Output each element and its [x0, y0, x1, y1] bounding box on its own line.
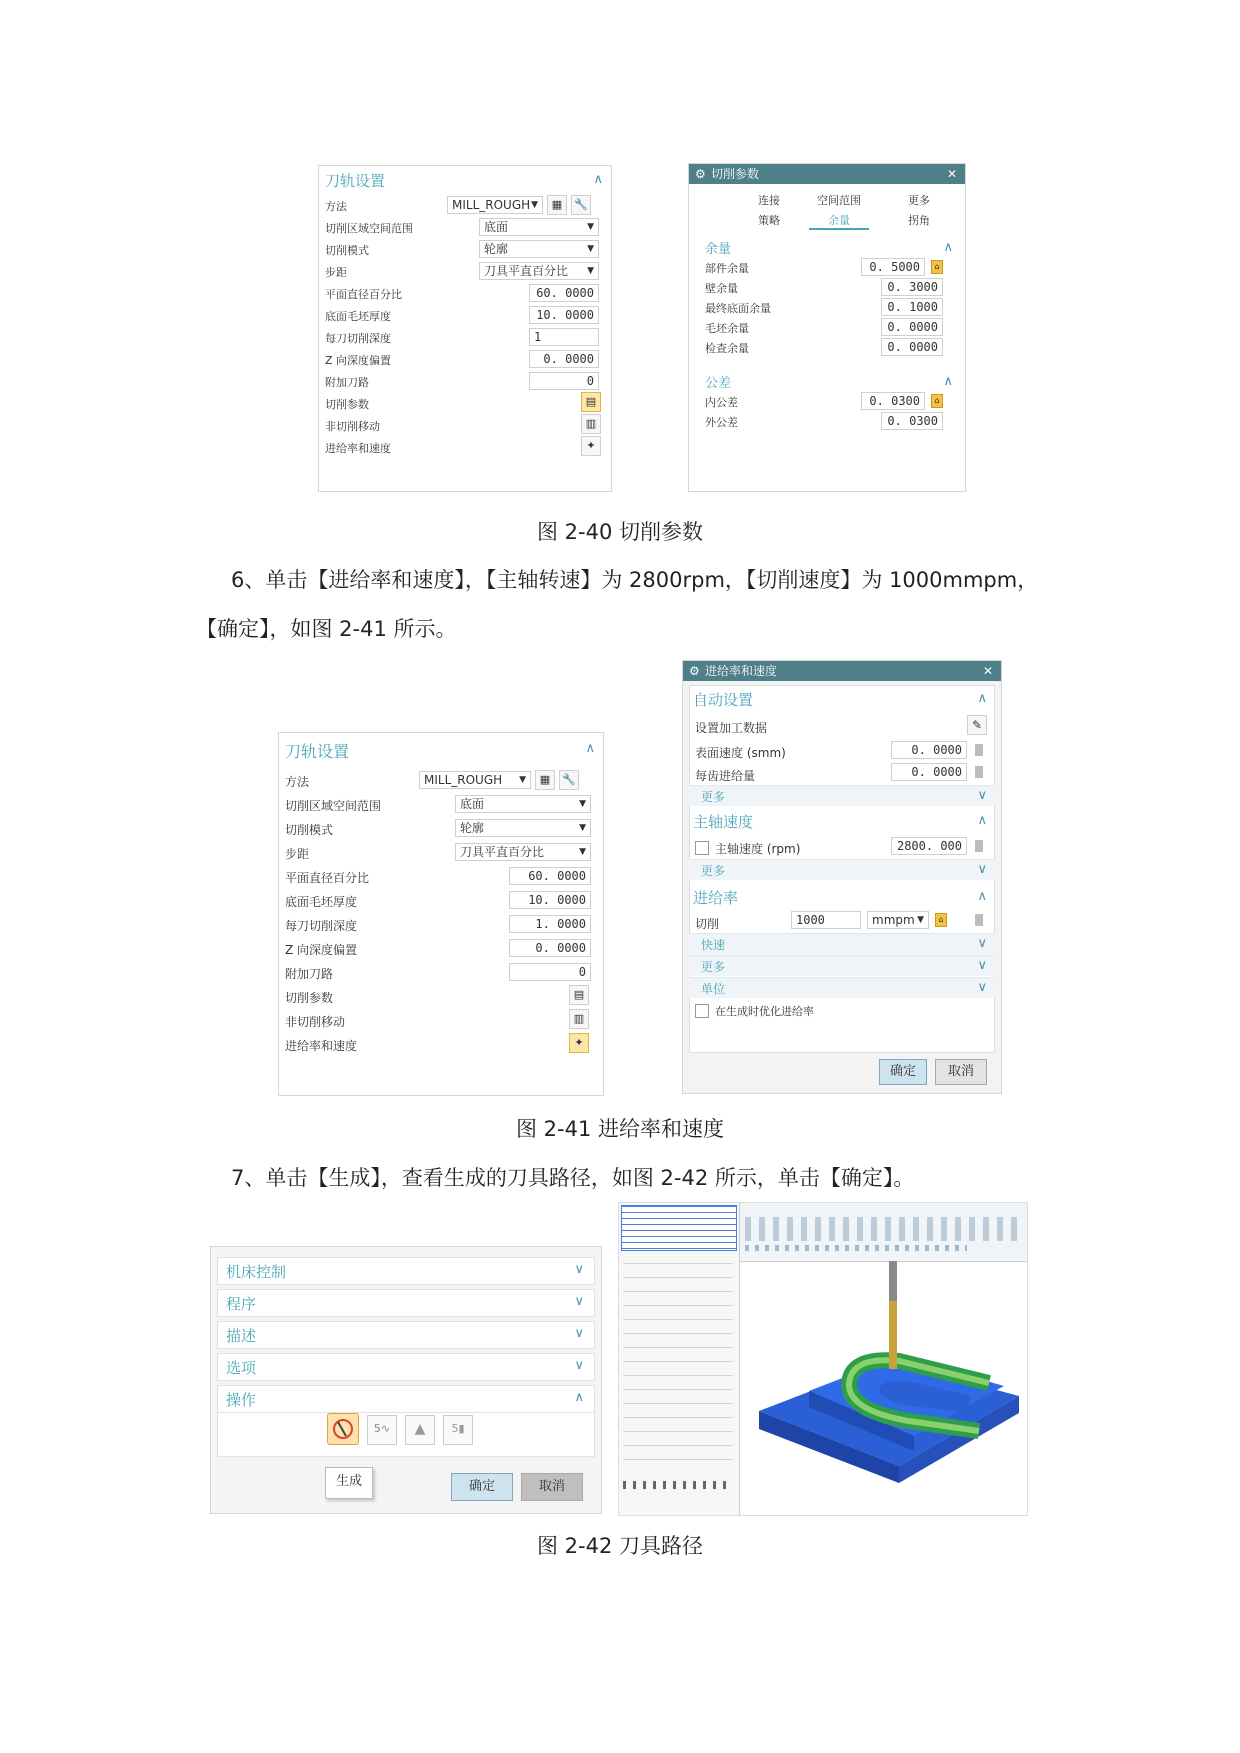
param-input[interactable]: 0. 0300	[861, 392, 925, 410]
optimize-label: 在生成时优化进给率	[715, 1005, 814, 1018]
surface-speed-input[interactable]: 0. 0000	[891, 741, 967, 759]
lock-icon[interactable]: ⌂	[931, 394, 943, 408]
setting-input[interactable]: 10. 0000	[509, 891, 591, 909]
select-value: 轮廓	[484, 242, 509, 256]
setting-label: 方法	[325, 200, 347, 213]
spindle-speed-label: 主轴速度 (rpm)	[715, 842, 801, 856]
section-title: 操作	[226, 1391, 257, 1409]
panel-title: 刀轨设置	[325, 172, 386, 190]
auto-settings-title: 自动设置	[693, 691, 754, 709]
setting-label: 切削模式	[325, 244, 369, 257]
setting-select[interactable]	[479, 262, 599, 280]
ribbon-icons	[745, 1245, 967, 1251]
section-title: 程序	[226, 1295, 257, 1313]
navigator-list	[621, 1205, 737, 1251]
step6-line1: 6、单击【进给率和速度】，【主轴转速】为 2800rpm，【切削速度】为 1000mmpm，	[231, 568, 1039, 592]
dialog-title: 切削参数	[711, 167, 760, 181]
ribbon-icons	[745, 1217, 1021, 1241]
setting-label: 切削参数	[325, 398, 369, 411]
setting-input[interactable]: 0	[529, 372, 599, 390]
expand-icon: ∨	[977, 936, 987, 951]
figure-caption: 图 2-40 切削参数	[536, 520, 703, 544]
more-label: 更多	[701, 790, 726, 804]
cut-feed-label: 切削	[695, 917, 720, 931]
collapse-icon[interactable]: ∧	[977, 691, 987, 706]
select-value: 底面	[484, 220, 509, 234]
setting-input[interactable]: 10. 0000	[529, 306, 599, 324]
collapse-icon[interactable]: ∧	[585, 741, 595, 756]
expand-icon: ∨	[977, 980, 987, 995]
cutting-params-dialog	[688, 163, 966, 492]
gear-icon: ⚙	[695, 167, 706, 181]
setting-label: 每刀切削深度	[325, 332, 391, 345]
param-label: 壁余量	[705, 282, 738, 295]
section-header[interactable]	[217, 1321, 595, 1349]
cancel-button[interactable]: 取消	[521, 1473, 583, 1501]
figure-caption: 图 2-41 进给率和速度	[515, 1117, 724, 1141]
collapse-icon[interactable]: ∧	[943, 374, 953, 389]
setting-label: 底面毛坯厚度	[285, 895, 358, 909]
collapse-icon[interactable]: ∧	[943, 240, 953, 255]
more-subsection[interactable]	[689, 955, 995, 976]
setting-select[interactable]	[479, 218, 599, 236]
dropdown-arrow-icon: ▼	[579, 799, 586, 809]
dropdown-arrow-icon: ▼	[531, 200, 538, 210]
param-input[interactable]: 0. 0000	[881, 318, 943, 336]
spindle-speed-title: 主轴速度	[693, 813, 754, 831]
feed-unit-value: mmpm	[872, 913, 915, 927]
select-value: 刀具平直百分比	[484, 264, 569, 278]
generate-tooltip: 生成	[325, 1467, 373, 1499]
setting-select[interactable]	[479, 240, 599, 258]
non-cutting-moves-icon[interactable]: ▥	[569, 1009, 589, 1029]
expand-icon: ∨	[977, 788, 987, 803]
dialog-title: 进给率和速度	[705, 664, 778, 678]
setting-label: 切削区域空间范围	[325, 222, 413, 235]
setting-select[interactable]	[455, 795, 591, 813]
setting-label: 进给率和速度	[325, 442, 391, 455]
cutting-params-icon[interactable]: ▤	[581, 392, 601, 412]
dialog-header	[683, 661, 1001, 681]
collapse-icon[interactable]: ∧	[977, 889, 987, 904]
setting-label: 步距	[285, 847, 310, 861]
setting-select[interactable]	[455, 843, 591, 861]
section-header[interactable]	[217, 1289, 595, 1317]
param-label: 最终底面余量	[705, 302, 771, 315]
optimize-checkbox[interactable]	[695, 1004, 709, 1018]
toolpath-settings-panel-40	[318, 165, 612, 492]
lock-icon[interactable]: ⌂	[935, 913, 947, 927]
dialog-tab[interactable]: 空间范围	[817, 194, 861, 207]
more-subsection[interactable]	[689, 785, 995, 806]
dialog-tab[interactable]: 策略	[758, 214, 780, 227]
generate-icon	[328, 1414, 358, 1444]
dropdown-arrow-icon: ▼	[519, 775, 526, 785]
operation-navigator	[619, 1203, 740, 1515]
calculator-icon[interactable]	[975, 744, 983, 756]
units-label: 单位	[701, 982, 726, 996]
verify-icon[interactable]: ▲	[405, 1415, 435, 1445]
setting-input[interactable]: 1	[529, 328, 599, 346]
create-method-icon[interactable]: ▦	[547, 195, 567, 215]
figure-caption: 图 2-42 刀具路径	[536, 1534, 703, 1558]
ok-button[interactable]: 确定	[879, 1059, 927, 1085]
replay-icon[interactable]: 5∿	[367, 1415, 397, 1445]
select-value: 底面	[460, 797, 485, 811]
ribbon-toolbar	[739, 1203, 1027, 1262]
expand-icon: ∨	[574, 1294, 584, 1309]
setting-label: 切削参数	[285, 991, 334, 1005]
param-label: 检查余量	[705, 342, 749, 355]
setting-label: 切削模式	[285, 823, 334, 837]
setting-label: 切削区域空间范围	[285, 799, 382, 813]
surface-speed-label: 表面速度 (smm)	[695, 746, 786, 760]
param-input[interactable]: 0. 0000	[881, 338, 943, 356]
step6-line2: 【确定】，如图 2-41 所示。	[196, 617, 457, 641]
setting-label: Z 向深度偏置	[285, 943, 358, 957]
expand-icon: ∨	[574, 1262, 584, 1277]
param-input[interactable]: 0. 5000	[861, 258, 925, 276]
collapse-icon: ∧	[574, 1390, 584, 1405]
tolerance-section-title: 公差	[705, 376, 732, 391]
setting-input[interactable]: 60. 0000	[529, 284, 599, 302]
navigator-fields	[623, 1263, 733, 1463]
tool-shank	[889, 1261, 897, 1301]
nx-screenshot	[618, 1202, 1028, 1516]
section-title: 描述	[226, 1327, 257, 1345]
dropdown-arrow-icon: ▼	[587, 266, 594, 276]
cut-feed-input[interactable]: 1000	[791, 911, 861, 929]
setting-label: Z 向深度偏置	[325, 354, 392, 367]
spindle-speed-input[interactable]: 2800. 000	[891, 837, 967, 855]
step7-text: 7、单击【生成】，查看生成的刀具路径，如图 2-42 所示，单击【确定】。	[231, 1166, 915, 1190]
part-model	[739, 1261, 1027, 1515]
collapse-icon[interactable]: ∧	[977, 813, 987, 828]
lock-icon[interactable]: ⌂	[931, 260, 943, 274]
setting-label: 非切削移动	[325, 420, 380, 433]
expand-icon: ∨	[574, 1326, 584, 1341]
expand-icon: ∨	[977, 862, 987, 877]
calculator-icon[interactable]	[975, 914, 983, 926]
setting-label: 步距	[325, 266, 347, 279]
select-value: 轮廓	[460, 821, 485, 835]
setting-select[interactable]	[455, 819, 591, 837]
setting-label: 附加刀路	[285, 967, 334, 981]
feed-per-tooth-label: 每齿进给量	[695, 769, 756, 783]
setting-label: 附加刀路	[325, 376, 369, 389]
section-title: 选项	[226, 1359, 257, 1377]
section-title: 机床控制	[226, 1263, 287, 1281]
ok-button[interactable]: 确定	[451, 1473, 513, 1501]
setting-input[interactable]: 0	[509, 963, 591, 981]
close-icon[interactable]: ✕	[982, 664, 993, 678]
edit-method-icon[interactable]: 🔧	[571, 195, 591, 215]
cancel-button[interactable]: 取消	[935, 1059, 987, 1085]
calculator-icon[interactable]	[975, 766, 983, 778]
dropdown-arrow-icon: ▼	[579, 823, 586, 833]
expand-icon: ∨	[574, 1358, 584, 1373]
more-label: 更多	[701, 960, 726, 974]
rapid-subsection[interactable]	[689, 933, 995, 954]
feeds-speeds-dialog	[682, 660, 1002, 1094]
non-cutting-moves-icon[interactable]: ▥	[581, 414, 601, 434]
close-icon[interactable]: ✕	[946, 167, 957, 181]
setting-label: 每刀切削深度	[285, 919, 358, 933]
spindle-checkbox[interactable]	[695, 841, 709, 855]
setting-input[interactable]: 60. 0000	[509, 867, 591, 885]
param-label: 部件余量	[705, 262, 749, 275]
feed-per-tooth-input[interactable]: 0. 0000	[891, 763, 967, 781]
stock-section-title: 余量	[705, 242, 732, 257]
create-method-icon[interactable]: ▦	[535, 770, 555, 790]
dropdown-arrow-icon: ▼	[587, 222, 594, 232]
feed-unit-select[interactable]	[867, 911, 929, 929]
dropdown-arrow-icon: ▼	[917, 915, 924, 925]
method-value: MILL_ROUGH	[452, 198, 531, 212]
param-input[interactable]: 0. 1000	[881, 298, 943, 316]
setting-label: 非切削移动	[285, 1015, 346, 1029]
dialog-tab[interactable]: 拐角	[908, 214, 930, 227]
dropdown-arrow-icon: ▼	[587, 244, 594, 254]
rapid-label: 快速	[701, 938, 726, 952]
feed-rate-title: 进给率	[693, 889, 739, 907]
dialog-tab[interactable]: 更多	[908, 194, 930, 207]
setting-label: 平面直径百分比	[325, 288, 402, 301]
setting-label: 平面直径百分比	[285, 871, 370, 885]
playback-controls	[623, 1481, 733, 1489]
dialog-header	[689, 164, 965, 184]
method-select[interactable]	[419, 771, 531, 789]
method-value: MILL_ROUGH	[424, 773, 503, 787]
collapse-icon[interactable]: ∧	[593, 172, 603, 187]
set-data-button[interactable]: ✎	[967, 715, 987, 735]
operation-panel	[210, 1246, 602, 1514]
dropdown-arrow-icon: ▼	[579, 847, 586, 857]
panel-title: 刀轨设置	[285, 742, 350, 761]
dialog-tab-active[interactable]: 余量	[809, 212, 869, 230]
gear-icon: ⚙	[689, 664, 700, 678]
method-select[interactable]	[447, 196, 543, 214]
expand-icon: ∨	[977, 958, 987, 973]
list-icon[interactable]: 5▮	[443, 1415, 473, 1445]
param-input[interactable]: 0. 0300	[881, 412, 943, 430]
setting-input[interactable]: 0. 0000	[529, 350, 599, 368]
units-subsection[interactable]	[689, 977, 995, 998]
generate-button[interactable]	[327, 1413, 359, 1445]
section-header[interactable]	[217, 1257, 595, 1285]
param-label: 外公差	[705, 416, 738, 429]
section-header[interactable]	[217, 1385, 595, 1413]
more-label: 更多	[701, 864, 726, 878]
toolpath-settings-panel-41	[278, 732, 604, 1096]
setting-label: 进给率和速度	[285, 1039, 358, 1053]
cutting-params-icon[interactable]: ▤	[569, 985, 589, 1005]
setting-input[interactable]: 0. 0000	[509, 939, 591, 957]
edit-method-icon[interactable]: 🔧	[559, 770, 579, 790]
feeds-speeds-icon[interactable]: ✦	[569, 1033, 589, 1053]
calculator-icon[interactable]	[975, 840, 983, 852]
param-label: 毛坯余量	[705, 322, 749, 335]
setting-label: 方法	[285, 775, 310, 789]
param-input[interactable]: 0. 3000	[881, 278, 943, 296]
param-label: 内公差	[705, 396, 738, 409]
setting-label: 底面毛坯厚度	[325, 310, 391, 323]
section-header[interactable]	[217, 1353, 595, 1381]
more-subsection[interactable]	[689, 859, 995, 880]
select-value: 刀具平直百分比	[460, 845, 545, 859]
set-machining-data-label: 设置加工数据	[695, 721, 768, 735]
dialog-tab[interactable]: 连接	[758, 194, 780, 207]
feeds-speeds-icon[interactable]: ✦	[581, 436, 601, 456]
setting-input[interactable]: 1. 0000	[509, 915, 591, 933]
